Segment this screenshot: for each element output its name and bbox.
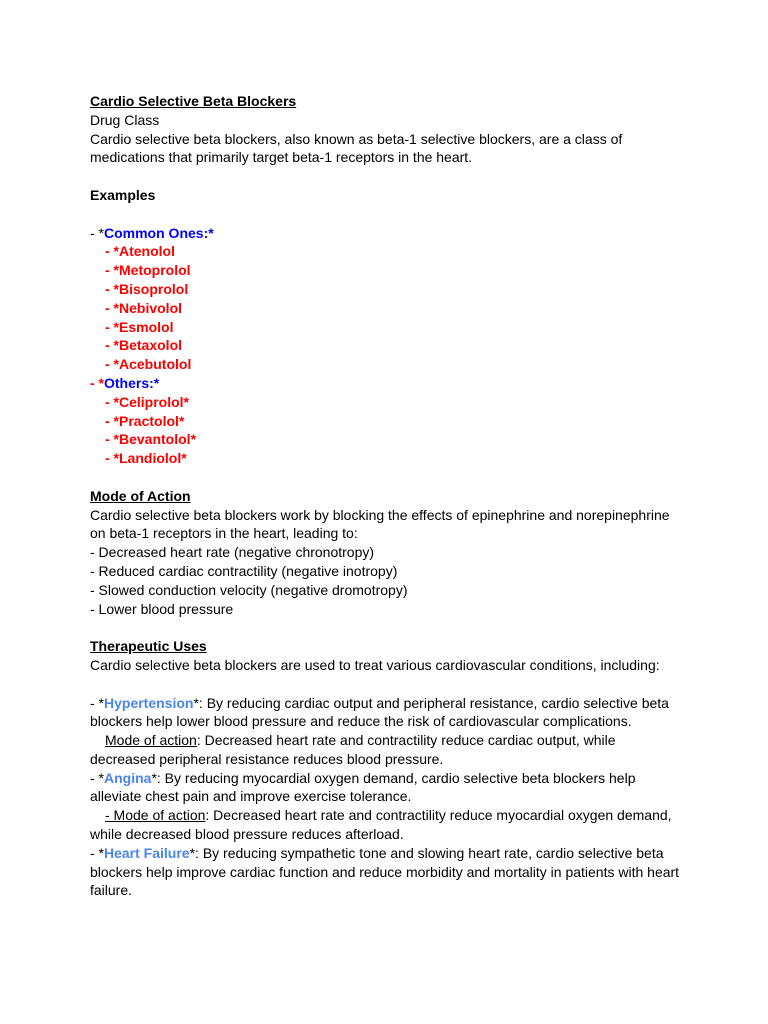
heart-failure-item	[90, 844, 690, 863]
hypertension-moa	[90, 731, 690, 750]
hypertension-term: Hypertension	[104, 694, 194, 711]
spacer	[90, 167, 690, 186]
drug-item: - *Nebivolol	[105, 299, 183, 316]
intro-line: Cardio selective beta blockers, also known as beta-1 selective blockers, are a class of	[90, 130, 623, 147]
angina-moa	[90, 806, 690, 825]
angina-term: Angina	[104, 769, 152, 786]
list-prefix: - *	[90, 844, 104, 861]
drug-item: - *Betaxolol	[105, 337, 183, 354]
drug-class-label: Drug Class	[90, 111, 160, 128]
heart-failure-text: failure.	[90, 882, 133, 899]
drug-item: - *Bisoprolol	[105, 280, 189, 297]
drug-item: - *Celiprolol*	[105, 393, 190, 410]
angina-moa-text: while decreased blood pressure reduces afterload.	[90, 826, 404, 843]
heart-failure-text: blockers help improve cardiac function and reduce morbidity and mortality in patients with heart	[90, 863, 680, 880]
hypertension-text: *: By reducing cardiac output and peripheral resistance, cardio selective beta	[193, 694, 669, 711]
heart-failure-text: *: By reducing sympathetic tone and slowing heart rate, cardio selective beta	[189, 844, 664, 861]
list-prefix: - *	[90, 374, 104, 391]
list-prefix: - *	[90, 224, 104, 241]
document-page	[90, 92, 690, 900]
moa-text: : Decreased heart rate and contractility reduce cardiac output, while	[196, 732, 616, 749]
moa-label: - Mode of action	[105, 807, 206, 824]
angina-text: *: By reducing myocardial oxygen demand, cardio selective beta blockers help	[151, 769, 636, 786]
moa-line: Cardio selective beta blockers work by blocking the effects of epinephrine and norepinephrine	[90, 506, 670, 523]
drug-item: - *Esmolol	[105, 318, 174, 335]
moa-label: Mode of action	[105, 732, 197, 749]
drug-item: - *Atenolol	[105, 243, 175, 260]
angina-item	[90, 769, 690, 788]
document-title: Cardio Selective Beta Blockers	[90, 93, 297, 109]
examples-heading: Examples	[90, 186, 156, 203]
others-item	[90, 374, 690, 393]
spacer	[90, 675, 690, 694]
moa-line: - Decreased heart rate (negative chronotropy)	[90, 544, 375, 561]
moa-line: - Reduced cardiac contractility (negative inotropy)	[90, 562, 398, 579]
hypertension-text: blockers help lower blood pressure and reduce the risk of cardiovascular complications.	[90, 713, 632, 730]
spacer	[90, 205, 690, 224]
therapeutic-uses-heading: Therapeutic Uses	[90, 638, 207, 655]
list-prefix: - *	[90, 694, 104, 711]
spacer	[90, 618, 690, 637]
hypertension-moa-text: decreased peripheral resistance reduces blood pressure.	[90, 750, 444, 767]
list-prefix: - *	[90, 769, 104, 786]
drug-item: - *Landiolol*	[105, 450, 187, 467]
hypertension-item	[90, 694, 690, 713]
drug-item: - *Acebutolol	[105, 356, 192, 373]
common-ones-item	[90, 224, 690, 243]
drug-item: - *Metoprolol	[105, 262, 191, 279]
moa-line: - Slowed conduction velocity (negative dromotropy)	[90, 581, 408, 598]
moa-line: - Lower blood pressure	[90, 600, 234, 617]
mode-of-action-heading: Mode of Action	[90, 487, 191, 504]
moa-line: on beta-1 receptors in the heart, leading to:	[90, 525, 358, 542]
spacer	[90, 468, 690, 487]
moa-text: : Decreased heart rate and contractility reduce myocardial oxygen demand,	[205, 807, 672, 824]
common-ones-label: Common Ones:*	[104, 224, 214, 241]
intro-line: medications that primarily target beta-1 receptors in the heart.	[90, 149, 473, 166]
angina-text: alleviate chest pain and improve exercise tolerance.	[90, 788, 412, 805]
drug-item: - *Practolol*	[105, 412, 185, 429]
therapeutic-uses-intro: Cardio selective beta blockers are used to treat various cardiovascular conditions, including:	[90, 656, 660, 673]
heart-failure-term: Heart Failure	[104, 844, 190, 861]
drug-item: - *Bevantolol*	[105, 431, 197, 448]
others-label: Others:*	[104, 374, 160, 391]
